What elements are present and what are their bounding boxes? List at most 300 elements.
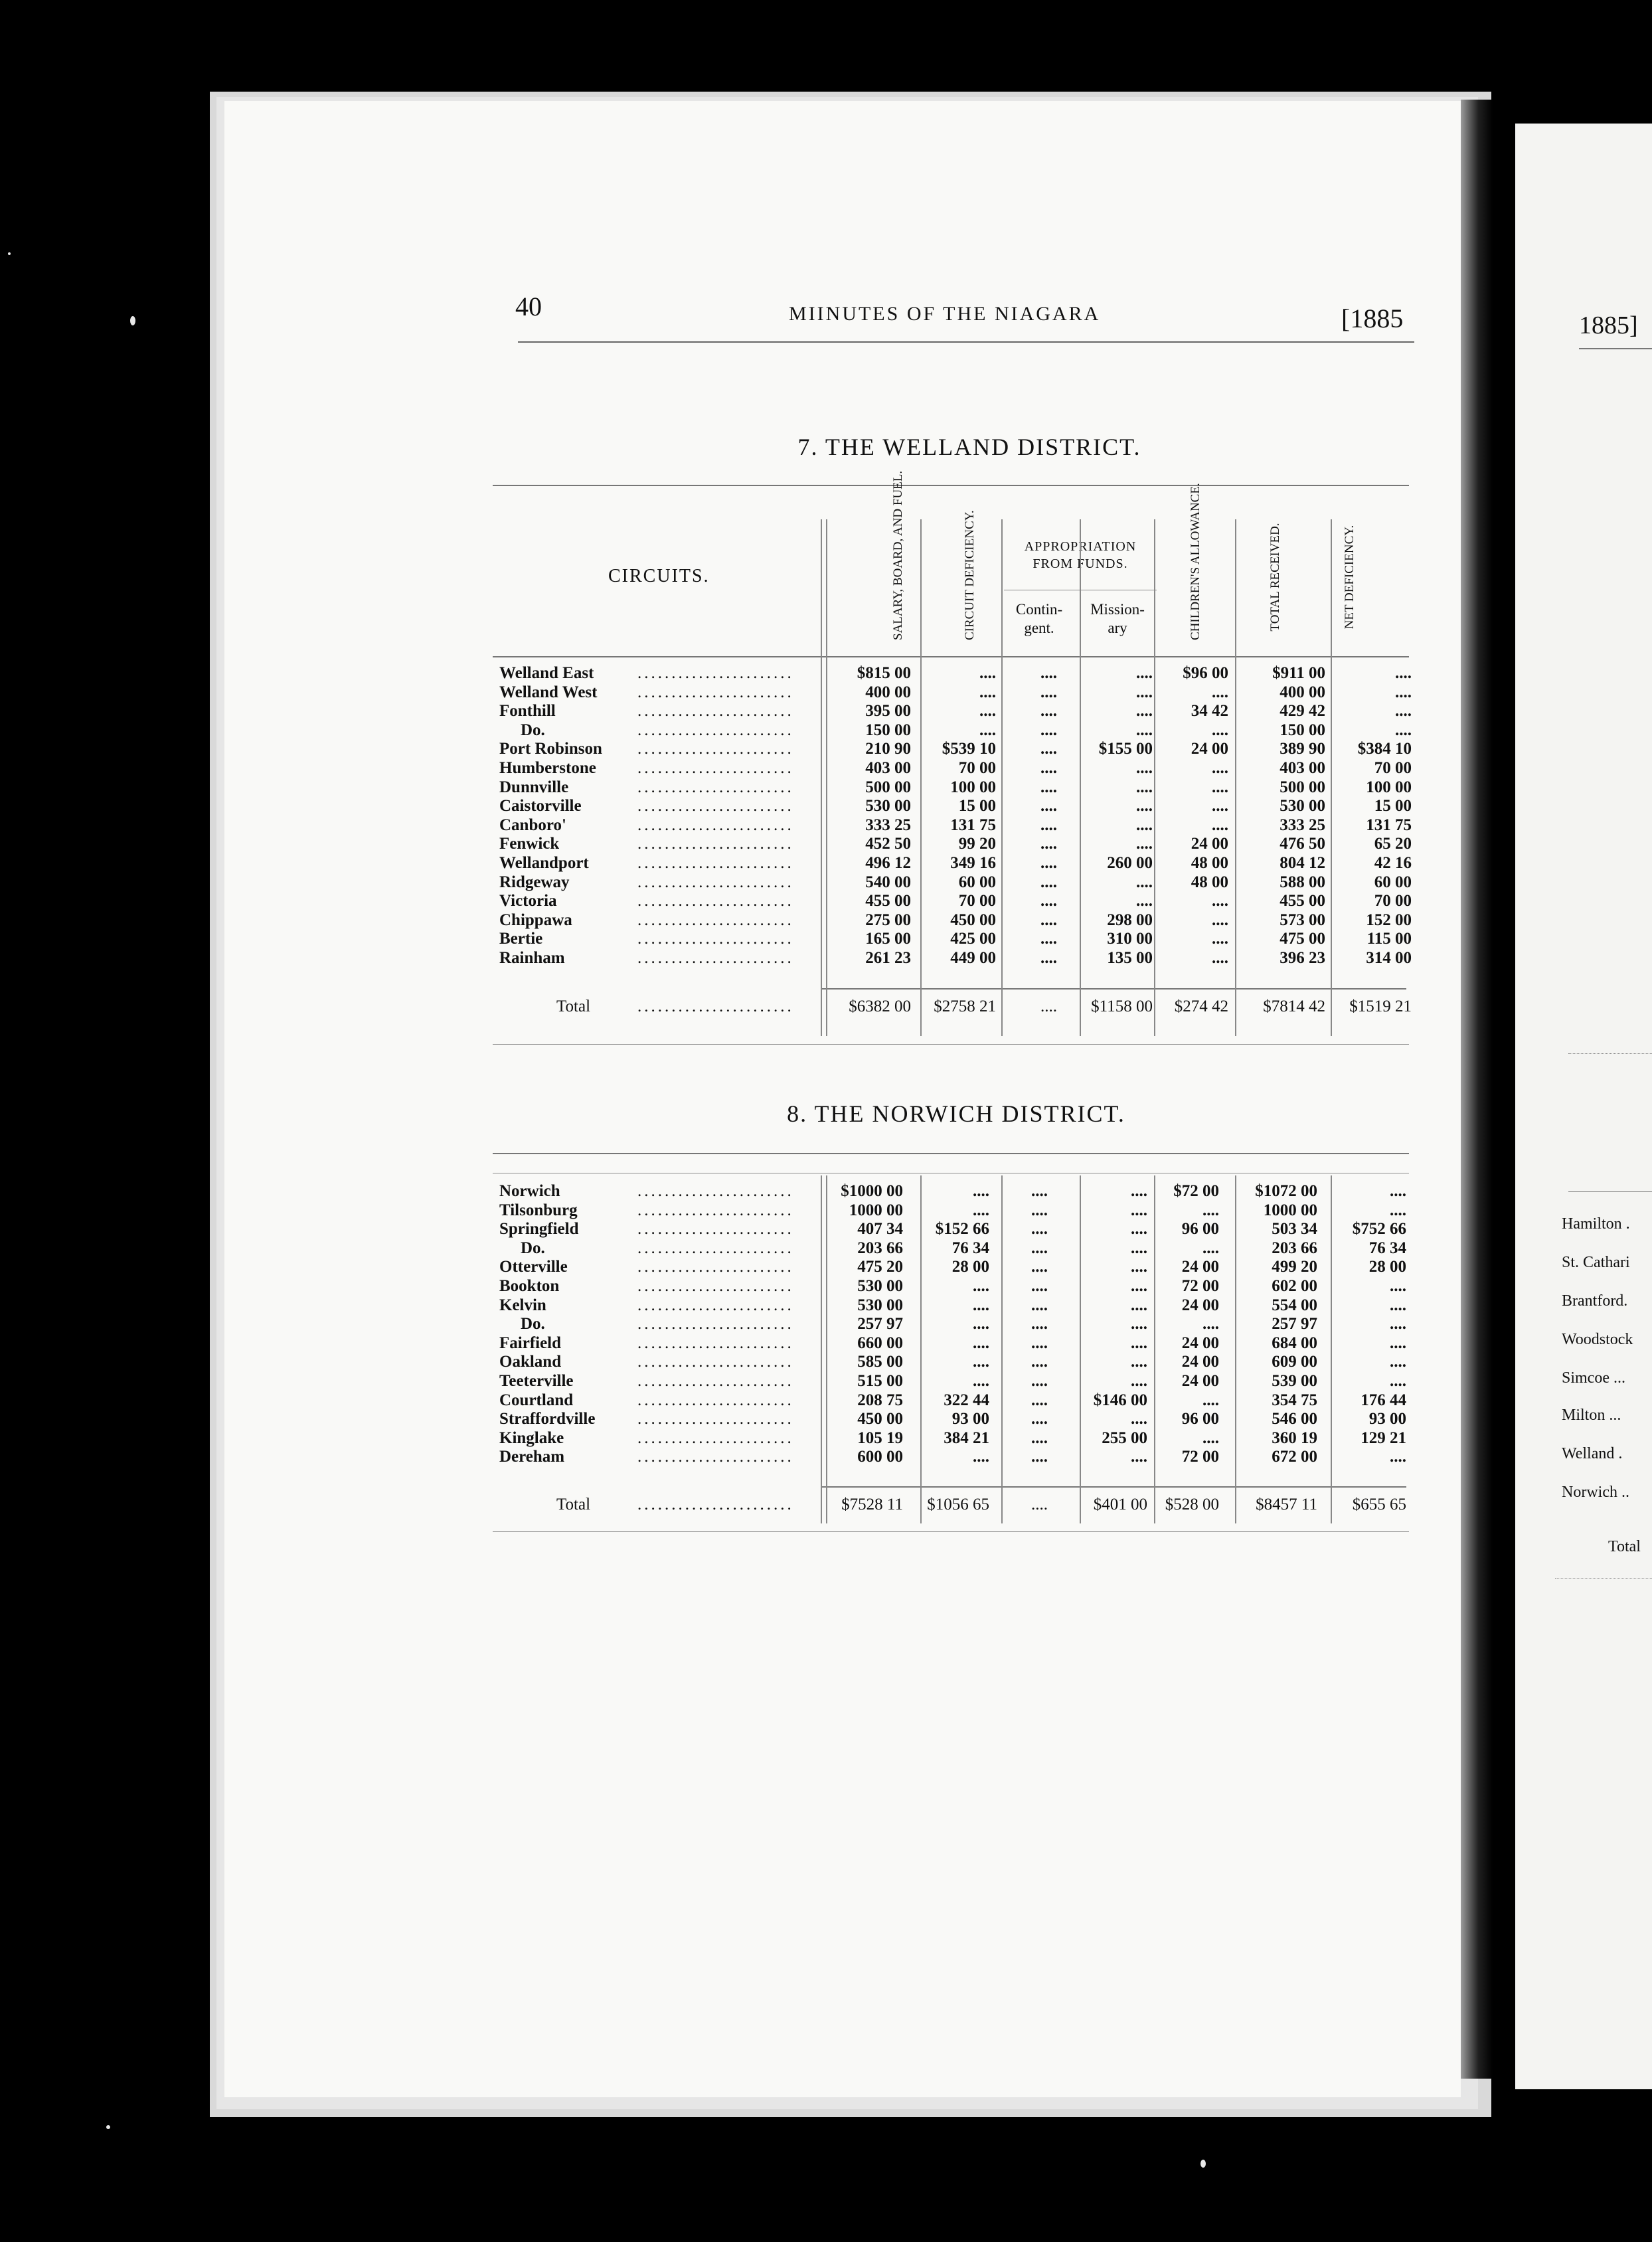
- total-cell: 530 00: [1280, 797, 1325, 816]
- column-rule: [1331, 519, 1332, 1036]
- circuit-name: Welland East: [499, 664, 594, 682]
- table-top-rule: [493, 1153, 1409, 1154]
- running-title: MIINUTES OF THE NIAGARA: [789, 303, 1101, 325]
- book-gutter: [1461, 100, 1493, 2079]
- missionary-cell: ....: [1136, 721, 1153, 739]
- salary-cell: 450 00: [857, 1410, 903, 1428]
- circuit-name: Total: [556, 997, 591, 1015]
- deficiency-cell: ....: [973, 1372, 989, 1390]
- contingent-cell: ....: [1040, 721, 1057, 739]
- leader-dots: .......................: [637, 797, 794, 816]
- missionary-cell: 298 00: [1107, 910, 1153, 929]
- net-cell: 76 34: [1368, 1239, 1406, 1257]
- total-cell: 389 90: [1280, 740, 1325, 758]
- contingent-cell: ....: [1040, 664, 1057, 682]
- contingent-cell: ....: [1031, 1496, 1048, 1513]
- sum-rule: [822, 1486, 1406, 1488]
- net-cell: 15 00: [1374, 797, 1412, 816]
- circuit-name: Do.: [521, 1239, 545, 1257]
- children-cell: $96 00: [1183, 664, 1228, 682]
- salary-cell: $815 00: [857, 664, 911, 682]
- missionary-cell: 310 00: [1107, 930, 1153, 948]
- right-page-item: Brantford.: [1562, 1292, 1628, 1310]
- salary-cell: 530 00: [857, 1277, 903, 1295]
- contingent-cell: ....: [1031, 1372, 1048, 1390]
- contingent-cell: ....: [1031, 1334, 1048, 1352]
- column-rule: [826, 1175, 827, 1523]
- contingent-cell: ....: [1031, 1258, 1048, 1276]
- total-cell: 672 00: [1272, 1448, 1317, 1466]
- children-cell: 34 42: [1191, 702, 1228, 721]
- missionary-cell: $1158 00: [1091, 997, 1153, 1015]
- leader-dots: .......................: [637, 721, 794, 739]
- deficiency-cell: ....: [973, 1448, 989, 1466]
- circuit-name: Teeterville: [499, 1372, 574, 1390]
- contingent-cell: ....: [1031, 1391, 1048, 1409]
- contingent-cell: ....: [1040, 816, 1057, 834]
- net-deficiency-column-header: NET DEFICIENCY.: [1343, 525, 1357, 630]
- total-cell: 588 00: [1280, 873, 1325, 891]
- appropriation-column-header: APPROPRIATION FROM FUNDS.: [1024, 539, 1137, 571]
- right-page-item: Welland .: [1562, 1445, 1623, 1462]
- children-cell: $528 00: [1165, 1496, 1219, 1513]
- salary-cell: 1000 00: [849, 1201, 903, 1219]
- children-cell: 24 00: [1181, 1372, 1219, 1390]
- right-page-item: Simcoe ...: [1562, 1369, 1625, 1387]
- total-cell: 499 20: [1272, 1258, 1317, 1276]
- leader-dots: .......................: [637, 759, 794, 777]
- missionary-cell: ....: [1131, 1334, 1147, 1352]
- leader-dots: .......................: [637, 1391, 794, 1409]
- leader-dots: .......................: [637, 1201, 794, 1219]
- total-cell: 546 00: [1272, 1410, 1317, 1428]
- net-cell: $752 66: [1352, 1220, 1406, 1239]
- missionary-cell: ....: [1131, 1315, 1147, 1334]
- salary-cell: 203 66: [857, 1239, 903, 1257]
- total-cell: 400 00: [1280, 683, 1325, 701]
- contingent-cell: ....: [1040, 892, 1057, 910]
- children-cell: 48 00: [1191, 854, 1228, 872]
- missionary-cell: ....: [1136, 683, 1153, 701]
- deficiency-cell: 449 00: [950, 949, 996, 967]
- circuit-name: Straffordville: [499, 1410, 596, 1428]
- salary-cell: 165 00: [865, 930, 911, 948]
- children-cell: ....: [1202, 1315, 1219, 1334]
- salary-cell: 150 00: [865, 721, 911, 739]
- total-cell: 684 00: [1272, 1334, 1317, 1352]
- salary-cell: 403 00: [865, 759, 911, 777]
- leader-dots: .......................: [637, 892, 794, 910]
- deficiency-cell: 425 00: [950, 930, 996, 948]
- children-cell: 48 00: [1191, 873, 1228, 891]
- leader-dots: .......................: [637, 1315, 794, 1334]
- deficiency-cell: $2758 21: [934, 997, 996, 1015]
- net-cell: 93 00: [1368, 1410, 1406, 1428]
- net-cell: ....: [1390, 1296, 1406, 1314]
- salary-cell: 600 00: [857, 1448, 903, 1466]
- children-cell: $274 42: [1174, 997, 1228, 1015]
- deficiency-cell: 93 00: [951, 1410, 989, 1428]
- salary-cell: 208 75: [857, 1391, 903, 1409]
- circuit-name: Oakland: [499, 1353, 562, 1371]
- circuit-name: Do.: [521, 1315, 545, 1334]
- deficiency-cell: ....: [973, 1334, 989, 1352]
- salary-cell: 660 00: [857, 1334, 903, 1352]
- net-cell: 100 00: [1366, 778, 1412, 796]
- children-cell: 24 00: [1181, 1353, 1219, 1371]
- children-cell: ....: [1202, 1239, 1219, 1257]
- missionary-cell: ....: [1131, 1372, 1147, 1390]
- total-cell: 609 00: [1272, 1353, 1317, 1371]
- salary-cell: 333 25: [865, 816, 911, 834]
- column-rule: [821, 519, 822, 1036]
- contingent-cell: ....: [1031, 1448, 1048, 1466]
- net-cell: 115 00: [1366, 930, 1412, 948]
- leader-dots: .......................: [637, 854, 794, 872]
- net-cell: 131 75: [1366, 816, 1412, 834]
- total-cell: 403 00: [1280, 759, 1325, 777]
- salary-cell: 530 00: [857, 1296, 903, 1314]
- right-page-year: 1885]: [1579, 311, 1638, 339]
- circuit-name: Norwich: [499, 1182, 560, 1200]
- total-cell: 573 00: [1280, 910, 1325, 929]
- children-cell: ....: [1212, 778, 1228, 796]
- deficiency-cell: 28 00: [951, 1258, 989, 1276]
- salary-cell: 540 00: [865, 873, 911, 891]
- salary-cell: 210 90: [865, 740, 911, 758]
- total-cell: 333 25: [1280, 816, 1325, 834]
- contingent-cell: ....: [1031, 1201, 1048, 1219]
- net-cell: ....: [1390, 1201, 1406, 1219]
- salary-cell: 496 12: [865, 854, 911, 872]
- children-cell: 24 00: [1181, 1296, 1219, 1314]
- missionary-cell: ....: [1131, 1353, 1147, 1371]
- header-bottom-rule: [493, 656, 1409, 657]
- missionary-cell: 260 00: [1107, 854, 1153, 872]
- net-cell: 65 20: [1374, 835, 1412, 853]
- circuit-name: Courtland: [499, 1391, 574, 1409]
- total-cell: 476 50: [1280, 835, 1325, 853]
- deficiency-cell: ....: [973, 1296, 989, 1314]
- column-rule: [1154, 519, 1155, 1036]
- total-received-column-header: TOTAL RECEIVED.: [1268, 523, 1282, 632]
- table-top-rule: [493, 485, 1409, 486]
- deficiency-cell: ....: [979, 702, 996, 721]
- leader-dots: .......................: [637, 1410, 794, 1428]
- children-cell: ....: [1212, 683, 1228, 701]
- column-rule: [920, 519, 922, 1036]
- circuit-name: Rainham: [499, 949, 565, 967]
- leader-dots: .......................: [637, 702, 794, 721]
- column-rule: [1080, 1175, 1081, 1523]
- table-bottom-rule: [493, 1531, 1409, 1532]
- net-cell: ....: [1390, 1372, 1406, 1390]
- contingent-cell: ....: [1040, 930, 1057, 948]
- deficiency-cell: 100 00: [950, 778, 996, 796]
- contingent-cell: ....: [1040, 759, 1057, 777]
- net-cell: ....: [1390, 1182, 1406, 1200]
- welland-district-title: 7. THE WELLAND DISTRICT.: [797, 434, 1141, 460]
- contingent-cell: ....: [1040, 854, 1057, 872]
- leader-dots: .......................: [637, 1496, 794, 1513]
- leader-dots: .......................: [637, 664, 794, 682]
- total-cell: 804 12: [1280, 854, 1325, 872]
- circuit-name: Do.: [521, 721, 545, 739]
- contingent-cell: ....: [1040, 683, 1057, 701]
- children-cell: ....: [1202, 1201, 1219, 1219]
- salary-cell: 452 50: [865, 835, 911, 853]
- deficiency-cell: ....: [979, 721, 996, 739]
- circuit-name: Fenwick: [499, 835, 560, 853]
- children-cell: 24 00: [1181, 1334, 1219, 1352]
- deficiency-cell: ....: [973, 1315, 989, 1334]
- right-page-rule: [1568, 1053, 1652, 1054]
- salary-cell: 395 00: [865, 702, 911, 721]
- total-cell: $7814 42: [1263, 997, 1325, 1015]
- net-cell: ....: [1390, 1448, 1406, 1466]
- total-cell: 602 00: [1272, 1277, 1317, 1295]
- childrens-allowance-column-header: CHILDREN'S ALLOWANCE.: [1189, 483, 1202, 640]
- children-cell: ....: [1202, 1391, 1219, 1409]
- salary-cell: $6382 00: [849, 997, 911, 1015]
- children-cell: ....: [1212, 816, 1228, 834]
- circuit-name: Kinglake: [499, 1428, 564, 1447]
- contingent-cell: ....: [1031, 1315, 1048, 1334]
- children-cell: 96 00: [1181, 1220, 1219, 1239]
- sum-rule: [822, 988, 1406, 990]
- contingent-cell: ....: [1040, 740, 1057, 758]
- children-cell: ....: [1212, 930, 1228, 948]
- circuit-name: Dunnville: [499, 778, 569, 796]
- scan-speck: [8, 252, 11, 255]
- deficiency-cell: 450 00: [950, 910, 996, 929]
- leader-dots: .......................: [637, 1182, 794, 1200]
- circuit-name: Dereham: [499, 1448, 565, 1466]
- circuit-name: Humberstone: [499, 759, 596, 777]
- children-cell: 72 00: [1181, 1448, 1219, 1466]
- missionary-cell: ....: [1131, 1182, 1147, 1200]
- salary-column-header: SALARY, BOARD, AND FUEL.: [891, 470, 905, 640]
- salary-cell: 407 34: [857, 1220, 903, 1239]
- circuit-name: Port Robinson: [499, 740, 602, 758]
- leader-dots: .......................: [637, 1277, 794, 1295]
- leader-dots: .......................: [637, 778, 794, 796]
- contingent-cell: ....: [1031, 1353, 1048, 1371]
- total-cell: 429 42: [1280, 702, 1325, 721]
- missionary-column-header: Mission- ary: [1090, 601, 1145, 636]
- circuit-name: Welland West: [499, 683, 598, 701]
- leader-dots: .......................: [637, 1353, 794, 1371]
- deficiency-cell: ....: [973, 1182, 989, 1200]
- circuit-name: Canboro': [499, 816, 566, 834]
- salary-cell: $7528 11: [841, 1496, 903, 1513]
- net-cell: ....: [1390, 1315, 1406, 1334]
- missionary-cell: ....: [1136, 835, 1153, 853]
- total-cell: 500 00: [1280, 778, 1325, 796]
- column-rule: [1001, 1175, 1003, 1523]
- missionary-cell: ....: [1136, 892, 1153, 910]
- missionary-cell: 135 00: [1107, 949, 1153, 967]
- net-cell: ....: [1390, 1277, 1406, 1295]
- children-cell: 24 00: [1191, 740, 1228, 758]
- children-cell: ....: [1202, 1428, 1219, 1447]
- leader-dots: .......................: [637, 1220, 794, 1239]
- missionary-cell: ....: [1131, 1258, 1147, 1276]
- missionary-cell: ....: [1131, 1296, 1147, 1314]
- deficiency-cell: 15 00: [958, 797, 996, 816]
- leader-dots: .......................: [637, 910, 794, 929]
- left-page: [224, 101, 1461, 2097]
- leader-dots: .......................: [637, 835, 794, 853]
- leader-dots: .......................: [637, 1296, 794, 1314]
- deficiency-cell: 349 16: [950, 854, 996, 872]
- page-number: 40: [515, 292, 542, 321]
- net-cell: 42 16: [1374, 854, 1412, 872]
- deficiency-cell: 131 75: [950, 816, 996, 834]
- leader-dots: .......................: [637, 740, 794, 758]
- missionary-cell: $155 00: [1098, 740, 1153, 758]
- circuit-name: Total: [556, 1496, 591, 1513]
- contingent-cell: ....: [1031, 1182, 1048, 1200]
- total-cell: $911 00: [1272, 664, 1325, 682]
- contingent-cell: ....: [1031, 1277, 1048, 1295]
- net-cell: 176 44: [1361, 1391, 1406, 1409]
- circuit-name: Caistorville: [499, 797, 582, 816]
- contingent-cell: ....: [1031, 1428, 1048, 1447]
- missionary-cell: ....: [1136, 759, 1153, 777]
- missionary-cell: ....: [1131, 1220, 1147, 1239]
- total-cell: 360 19: [1272, 1428, 1317, 1447]
- missionary-cell: ....: [1131, 1277, 1147, 1295]
- missionary-cell: $401 00: [1093, 1496, 1147, 1513]
- deficiency-cell: ....: [979, 664, 996, 682]
- contingent-cell: ....: [1040, 997, 1057, 1015]
- deficiency-cell: ....: [979, 683, 996, 701]
- children-cell: ....: [1212, 949, 1228, 967]
- deficiency-cell: ....: [973, 1277, 989, 1295]
- missionary-cell: ....: [1136, 702, 1153, 721]
- column-rule: [821, 1175, 822, 1523]
- right-page-item: Total: [1608, 1538, 1641, 1555]
- circuits-column-header: CIRCUITS.: [608, 566, 710, 586]
- contingent-cell: ....: [1031, 1410, 1048, 1428]
- net-cell: 70 00: [1374, 892, 1412, 910]
- missionary-cell: ....: [1131, 1201, 1147, 1219]
- children-cell: ....: [1212, 759, 1228, 777]
- salary-cell: 455 00: [865, 892, 911, 910]
- total-cell: 503 34: [1272, 1220, 1317, 1239]
- net-cell: 70 00: [1374, 759, 1412, 777]
- right-page-item: Woodstock: [1562, 1331, 1633, 1348]
- contingent-cell: ....: [1040, 835, 1057, 853]
- net-cell: $1519 21: [1349, 997, 1412, 1015]
- circuit-name: Wellandport: [499, 854, 589, 872]
- circuit-name: Springfield: [499, 1220, 579, 1239]
- salary-cell: 275 00: [865, 910, 911, 929]
- right-page-item: Milton ...: [1562, 1407, 1621, 1424]
- net-cell: 314 00: [1366, 949, 1412, 967]
- circuit-name: Tilsonburg: [499, 1201, 578, 1219]
- deficiency-cell: 322 44: [944, 1391, 989, 1409]
- scan-speck: [130, 316, 135, 325]
- leader-dots: .......................: [637, 1372, 794, 1390]
- total-cell: 554 00: [1272, 1296, 1317, 1314]
- deficiency-cell: 384 21: [944, 1428, 989, 1447]
- contingent-cell: ....: [1040, 910, 1057, 929]
- salary-cell: 515 00: [857, 1372, 903, 1390]
- circuit-name: Ridgeway: [499, 873, 570, 891]
- deficiency-cell: ....: [973, 1353, 989, 1371]
- right-page-item: Norwich ..: [1562, 1484, 1629, 1501]
- net-cell: 129 21: [1361, 1428, 1406, 1447]
- column-rule: [1154, 1175, 1155, 1523]
- scan-speck: [106, 2125, 110, 2129]
- deficiency-cell: 99 20: [958, 835, 996, 853]
- column-rule: [1235, 1175, 1236, 1523]
- salary-cell: 500 00: [865, 778, 911, 796]
- children-cell: 24 00: [1191, 835, 1228, 853]
- right-page: [1515, 124, 1652, 2089]
- contingent-cell: ....: [1040, 873, 1057, 891]
- children-cell: $72 00: [1173, 1182, 1219, 1200]
- total-cell: 203 66: [1272, 1239, 1317, 1257]
- net-cell: ....: [1395, 702, 1412, 721]
- leader-dots: .......................: [637, 683, 794, 701]
- total-cell: 150 00: [1280, 721, 1325, 739]
- missionary-cell: $146 00: [1093, 1391, 1147, 1409]
- net-cell: 60 00: [1374, 873, 1412, 891]
- deficiency-cell: $539 10: [942, 740, 996, 758]
- net-cell: ....: [1390, 1353, 1406, 1371]
- circuit-deficiency-column-header: CIRCUIT DEFICIENCY.: [963, 510, 977, 640]
- leader-dots: .......................: [637, 1334, 794, 1352]
- right-page-item: St. Cathari: [1562, 1254, 1630, 1271]
- total-cell: 539 00: [1272, 1372, 1317, 1390]
- circuit-name: Victoria: [499, 892, 557, 910]
- net-cell: 28 00: [1368, 1258, 1406, 1276]
- leader-dots: .......................: [637, 997, 794, 1015]
- right-page-item: Hamilton .: [1562, 1215, 1630, 1233]
- header-rule: [518, 341, 1414, 343]
- net-cell: ....: [1395, 721, 1412, 739]
- table-bottom-rule: [493, 1044, 1409, 1045]
- circuit-name: Fairfield: [499, 1334, 562, 1352]
- total-cell: $1072 00: [1255, 1182, 1317, 1200]
- salary-cell: 105 19: [857, 1428, 903, 1447]
- children-cell: ....: [1212, 910, 1228, 929]
- leader-dots: .......................: [637, 930, 794, 948]
- contingent-cell: ....: [1031, 1296, 1048, 1314]
- salary-cell: 400 00: [865, 683, 911, 701]
- column-rule: [1080, 519, 1081, 1036]
- salary-cell: 530 00: [865, 797, 911, 816]
- children-cell: 72 00: [1181, 1277, 1219, 1295]
- missionary-cell: ....: [1136, 664, 1153, 682]
- missionary-cell: ....: [1131, 1410, 1147, 1428]
- contingent-cell: ....: [1040, 778, 1057, 796]
- total-cell: 396 23: [1280, 949, 1325, 967]
- deficiency-cell: 70 00: [958, 759, 996, 777]
- children-cell: ....: [1212, 797, 1228, 816]
- salary-cell: 261 23: [865, 949, 911, 967]
- missionary-cell: 255 00: [1102, 1428, 1147, 1447]
- column-rule: [826, 519, 827, 1036]
- contingent-cell: ....: [1040, 797, 1057, 816]
- net-cell: 152 00: [1366, 910, 1412, 929]
- missionary-cell: ....: [1136, 816, 1153, 834]
- scan-speck: [1200, 2160, 1206, 2168]
- circuit-name: Chippawa: [499, 910, 572, 929]
